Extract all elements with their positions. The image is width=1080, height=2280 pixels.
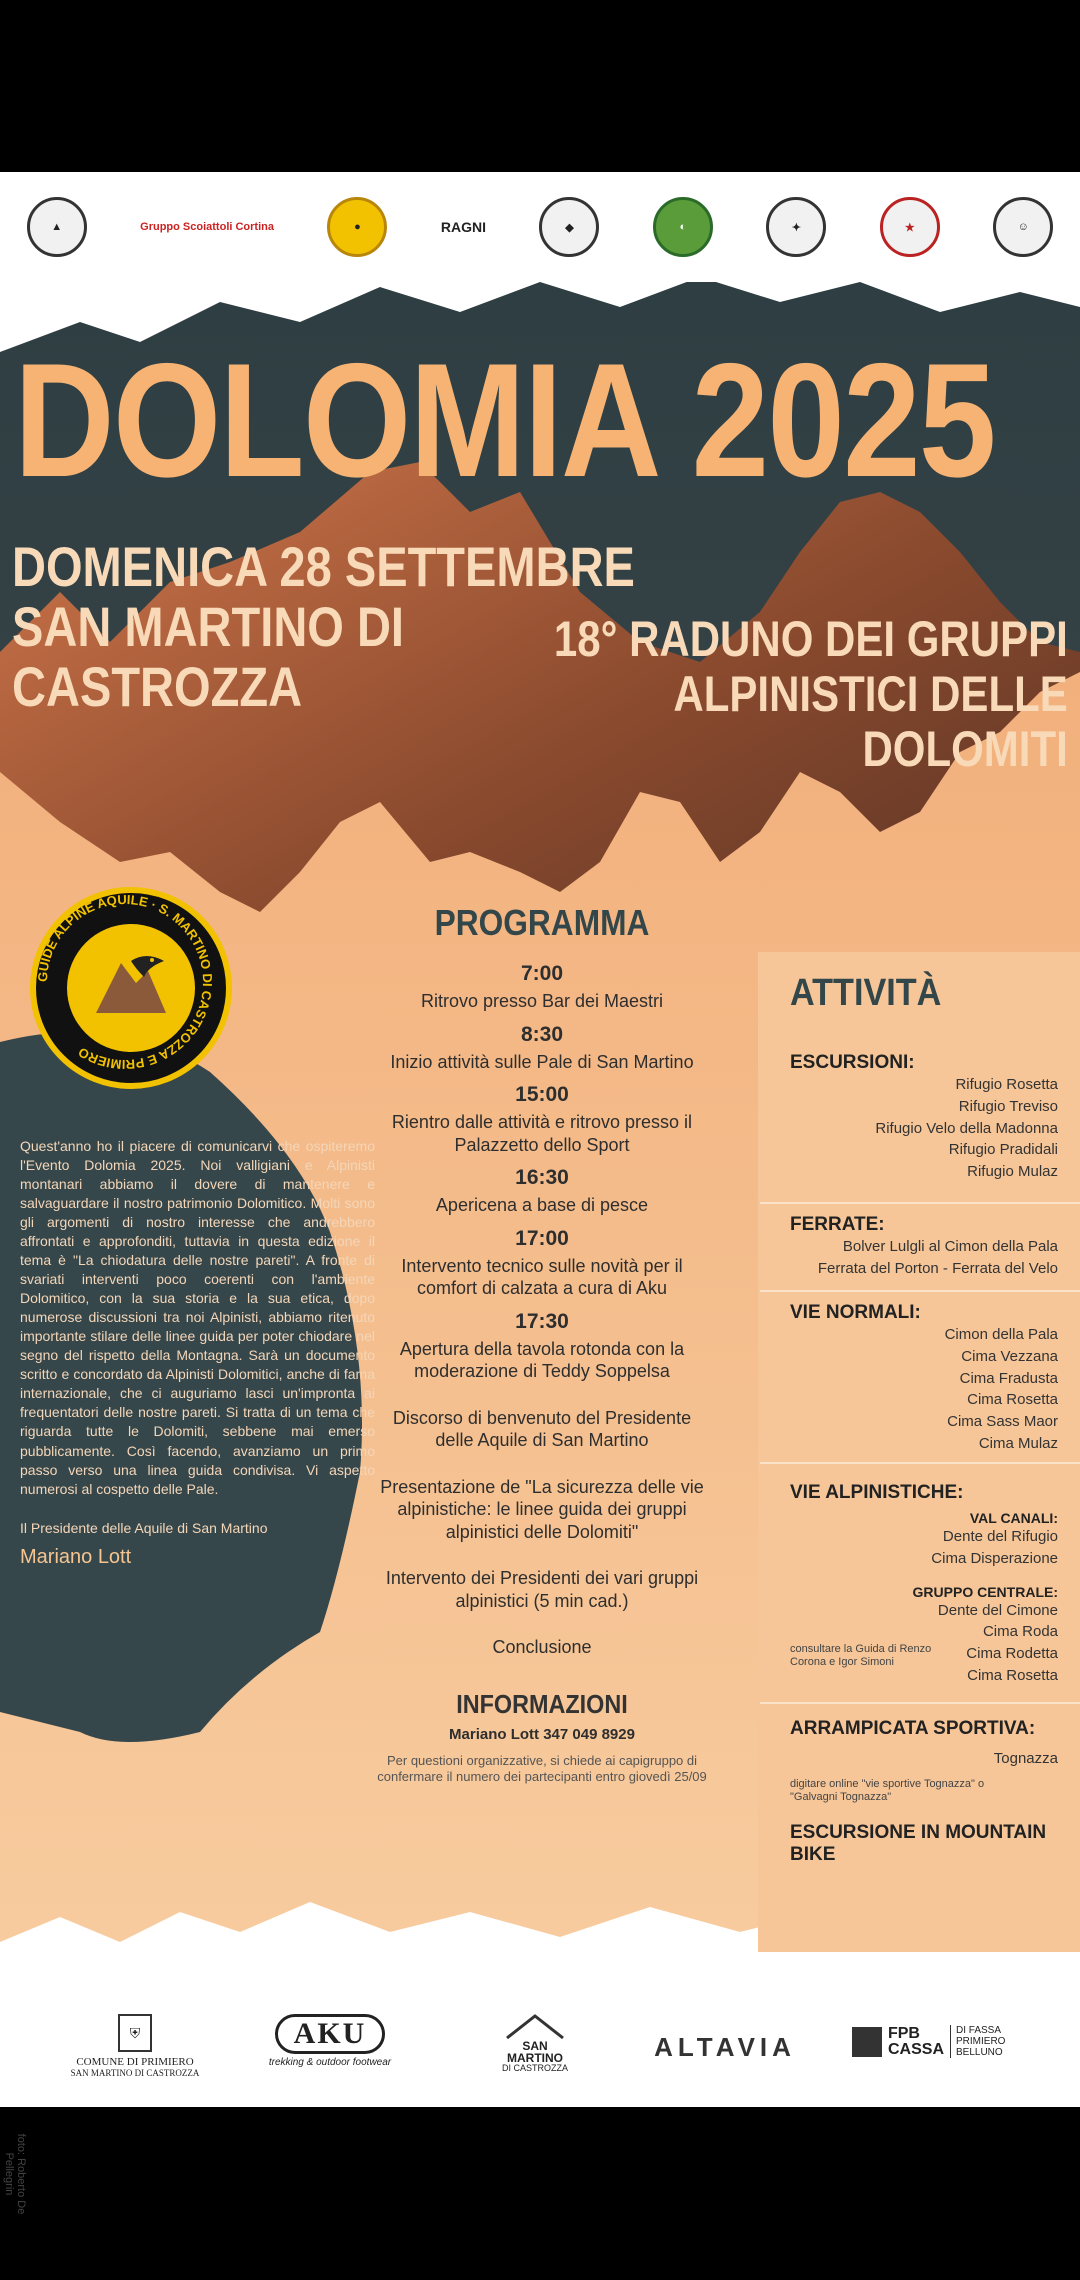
smc-line1: SAN bbox=[522, 2039, 548, 2053]
programma-item bbox=[372, 962, 712, 1013]
programma-time: 17:00 bbox=[515, 1226, 569, 1250]
event-date-place bbox=[12, 537, 635, 717]
programma-item bbox=[372, 1083, 712, 1156]
date-line-3: CASTROZZA bbox=[12, 654, 303, 718]
letter-name: Mariano Lott bbox=[20, 1545, 132, 1568]
vie-normali-section bbox=[760, 1302, 1080, 1455]
gruppo-centrale-item: Cima Roda bbox=[982, 1623, 1058, 1641]
programma-time: 7:00 bbox=[520, 962, 564, 985]
scoiattoli-logo: Gruppo Scoiattoli Cortina bbox=[140, 221, 274, 233]
vie-normali-item: Cima Sass Maor bbox=[947, 1413, 1058, 1430]
club-logo-3: ● bbox=[327, 197, 387, 257]
mountain-icon bbox=[505, 2014, 565, 2040]
aku-logo bbox=[260, 2014, 400, 2068]
programma-desc: Apertura della tavola rotonda con la moderazione di Teddy Soppelsa bbox=[399, 1338, 685, 1381]
smc-line2: MARTINO bbox=[507, 2051, 563, 2065]
comune-primiero-logo bbox=[70, 2014, 200, 2078]
ferrate-item: Bolver Lulgli al Cimon della Pala bbox=[842, 1238, 1058, 1255]
club-logo-5: ◆ bbox=[539, 197, 599, 257]
club-logo-7: ✦ bbox=[766, 197, 826, 257]
gruppo-centrale-item: Dente del Cimone bbox=[937, 1601, 1058, 1619]
club-logo-9: ☺ bbox=[993, 197, 1053, 257]
cassa-label: CASSA bbox=[887, 2040, 944, 2058]
informazioni-contact: Mariano Lott 347 049 8929 bbox=[449, 1725, 635, 1743]
divider bbox=[760, 1290, 1080, 1292]
programma-section bbox=[372, 902, 712, 1785]
aku-tagline: trekking & outdoor footwear bbox=[268, 2057, 392, 2068]
escursioni-item: Rifugio Treviso bbox=[958, 1097, 1058, 1115]
val-canali-item: Dente del Rifugio bbox=[942, 1528, 1058, 1545]
informazioni-title: INFORMAZIONI bbox=[456, 1688, 628, 1719]
poster bbox=[0, 172, 1080, 2215]
programma-time: 15:00 bbox=[515, 1083, 569, 1106]
gruppo-centrale-item: Cima Rodetta bbox=[966, 1645, 1058, 1662]
crest-icon: ⛨ bbox=[118, 2014, 152, 2052]
altavia-wordmark: ALTAVIA bbox=[654, 2032, 796, 2062]
mountain-bike-section bbox=[760, 1822, 1080, 1866]
cassa-rurale-logo bbox=[845, 2025, 1025, 2058]
programma-time: 16:30 bbox=[515, 1166, 569, 1189]
letter-body: Quest'anno ho il piacere di comunicarvi che ospiteremo l'Evento Dolomia 2025. Noi valligiani e Alpinisti montanari abbiamo il dovere di mantenere e salvaguardare il nostro patrimonio Dolomitico. Molti sono gli argomenti di nostro interesse che andrebbero affrontati e approfonditi, tuttavia in questa edizione il tema è "La chiodatura delle nostre pareti". A fronte di svariati interventi poco coerenti con l'ambiente Dolomitico, con la sua storia e la sua etica, dopo numerose discussioni tra noi Alpinisti, abbiamo ritenuto importante stilare delle linee guida per poter chiodare nel segno del rispetto della Montagna. Sarà un documento scritto e concordato da Alpinisti Dolomitici, anche di fama internazionale, che ci auguriamo lasci un'impronta ai frequentatori delle nostre pareti. Si tratta di un tema che riguarda tutte le Dolomiti, sebbene mai emerso pubblicamente. Così facendo, avanziamo un primo passo verso una linea guida condivisa. Vi aspetto numerosi al cospetto delle Pale. bbox=[20, 1138, 375, 1497]
arrampicata-item: Tognazza bbox=[993, 1750, 1058, 1767]
attivita-title: ATTIVITÀ bbox=[790, 972, 942, 1014]
programma-talk: Intervento dei Presidenti dei vari gruppi alpinistici (5 min cad.) bbox=[385, 1568, 699, 1611]
san-martino-logo bbox=[480, 2014, 590, 2074]
escursioni-item: Rifugio Pradidali bbox=[948, 1141, 1058, 1159]
programma-item bbox=[372, 1310, 712, 1383]
ferrate-head: FERRATE: bbox=[790, 1214, 885, 1235]
president-letter bbox=[20, 1137, 375, 1571]
vie-normali-item: Cima Fradusta bbox=[959, 1369, 1058, 1387]
mountain-bike-head: ESCURSIONE IN MOUNTAIN BIKE bbox=[790, 1822, 1047, 1865]
cassa-square-icon bbox=[852, 2027, 882, 2057]
top-logos bbox=[0, 172, 1080, 282]
ferrate-item: Ferrata del Porton - Ferrata del Velo bbox=[817, 1259, 1058, 1277]
gruppo-centrale-item: Cima Rosetta bbox=[967, 1666, 1058, 1684]
guide-badge-ring bbox=[30, 887, 220, 1077]
escursioni-item: Rifugio Velo della Madonna bbox=[875, 1119, 1058, 1137]
informazioni-note: Per questioni organizzative, si chiede ai capigruppo di confermare il numero dei partecipanti entro giovedì 25/09 bbox=[377, 1752, 707, 1784]
event-subtitle bbox=[554, 612, 1068, 777]
poster-title: DOLOMIA 2025 bbox=[14, 330, 995, 511]
event-line-2: ALPINISTICI DELLE bbox=[673, 666, 1068, 722]
programma-time: 8:30 bbox=[520, 1022, 564, 1046]
escursioni-item: Rifugio Mulaz bbox=[967, 1163, 1058, 1180]
programma-time: 17:30 bbox=[515, 1309, 569, 1333]
comune-line1: COMUNE DI PRIMIERO bbox=[76, 2056, 194, 2068]
programma-desc: Inizio attività sulle Pale di San Martino bbox=[390, 1051, 694, 1072]
programma-item bbox=[372, 1227, 712, 1300]
ferrate-section bbox=[760, 1214, 1080, 1280]
programma-talk: Conclusione bbox=[492, 1637, 592, 1657]
ragni-logo: RAGNI bbox=[440, 219, 486, 235]
val-canali-item: Cima Disperazione bbox=[931, 1549, 1058, 1567]
vie-normali-item: Cimon della Pala bbox=[944, 1326, 1058, 1343]
escursioni-head: ESCURSIONI: bbox=[790, 1052, 915, 1073]
programma-desc: Rientro dalle attività e ritrovo presso il Palazzetto dello Sport bbox=[391, 1112, 693, 1155]
escursioni-section bbox=[760, 1052, 1080, 1183]
vie-normali-item: Cima Mulaz bbox=[978, 1434, 1058, 1452]
date-line-1: DOMENICA 28 SETTEMBRE bbox=[12, 535, 635, 598]
vie-normali-item: Cima Vezzana bbox=[961, 1347, 1058, 1365]
programma-desc: Ritrovo presso Bar dei Maestri bbox=[420, 991, 664, 1011]
fpb-label: FPB bbox=[887, 2024, 920, 2042]
guide-badge-ring-text: GUIDE ALPINE AQUILE · S. MARTINO DI CASTROZZA E PRIMIERO bbox=[34, 891, 216, 1073]
arrampicata-note: digitare online "vie sportive Tognazza" o "Galvagni Tognazza" bbox=[790, 1777, 985, 1803]
arrampicata-head: ARRAMPICATA SPORTIVA: bbox=[790, 1718, 1036, 1739]
event-line-3: DOLOMITI bbox=[862, 721, 1068, 777]
programma-talk: Presentazione de "La sicurezza delle vie alpinistiche: le linee guida dei gruppi alpinistici delle Dolomiti" bbox=[380, 1476, 704, 1542]
club-logo-6: ◐ bbox=[653, 197, 713, 257]
club-logo-8: ★ bbox=[880, 197, 940, 257]
divider bbox=[760, 1202, 1080, 1204]
programma-desc: Apericena a base di pesce bbox=[435, 1195, 649, 1215]
cassa-name bbox=[888, 2026, 944, 2058]
aku-wordmark: AKU bbox=[275, 2014, 386, 2054]
event-line-1: 18° RADUNO DEI GRUPPI bbox=[554, 611, 1068, 667]
guide-alpine-aquile-logo bbox=[30, 887, 232, 1089]
comune-line2: SAN MARTINO DI CASTROZZA bbox=[70, 2068, 200, 2078]
programma-desc: Intervento tecnico sulle novità per il comfort di calzata a cura di Aku bbox=[401, 1255, 683, 1298]
escursioni-item: Rifugio Rosetta bbox=[955, 1076, 1058, 1093]
vie-normali-head: VIE NORMALI: bbox=[790, 1302, 921, 1323]
vie-alpinistiche-head: VIE ALPINISTICHE: bbox=[790, 1482, 964, 1503]
arrampicata-section bbox=[760, 1718, 1080, 1804]
divider bbox=[760, 1702, 1080, 1704]
programma-title: PROGRAMMA bbox=[434, 902, 650, 943]
divider bbox=[760, 1462, 1080, 1464]
photo-credit: foto: Roberto De Pellegrin bbox=[3, 2133, 27, 2215]
val-canali-head: VAL CANALI: bbox=[969, 1510, 1058, 1526]
guida-note: consultare la Guida di Renzo Corona e Igor Simoni bbox=[790, 1642, 932, 1668]
gruppo-centrale-head: GRUPPO CENTRALE: bbox=[912, 1583, 1058, 1600]
date-line-2: SAN MARTINO DI bbox=[12, 594, 404, 658]
altavia-logo bbox=[650, 2032, 800, 2063]
programma-item bbox=[372, 1023, 712, 1074]
club-logo-1: ▲ bbox=[27, 197, 87, 257]
programma-talk: Discorso di benvenuto del Presidente delle Aquile di San Martino bbox=[392, 1407, 692, 1450]
letter-signature: Il Presidente delle Aquile di San Martino bbox=[20, 1519, 268, 1536]
smc-line3: DI CASTROZZA bbox=[501, 2063, 568, 2073]
svg-text:GUIDE ALPINE AQUILE · S. MARTI bbox=[35, 892, 215, 1072]
vie-normali-item: Cima Rosetta bbox=[967, 1391, 1058, 1409]
cassa-subtitle: DI FASSA PRIMIERO BELLUNO bbox=[950, 2025, 1018, 2058]
programma-item bbox=[372, 1166, 712, 1217]
vie-alpinistiche-section bbox=[760, 1482, 1080, 1684]
